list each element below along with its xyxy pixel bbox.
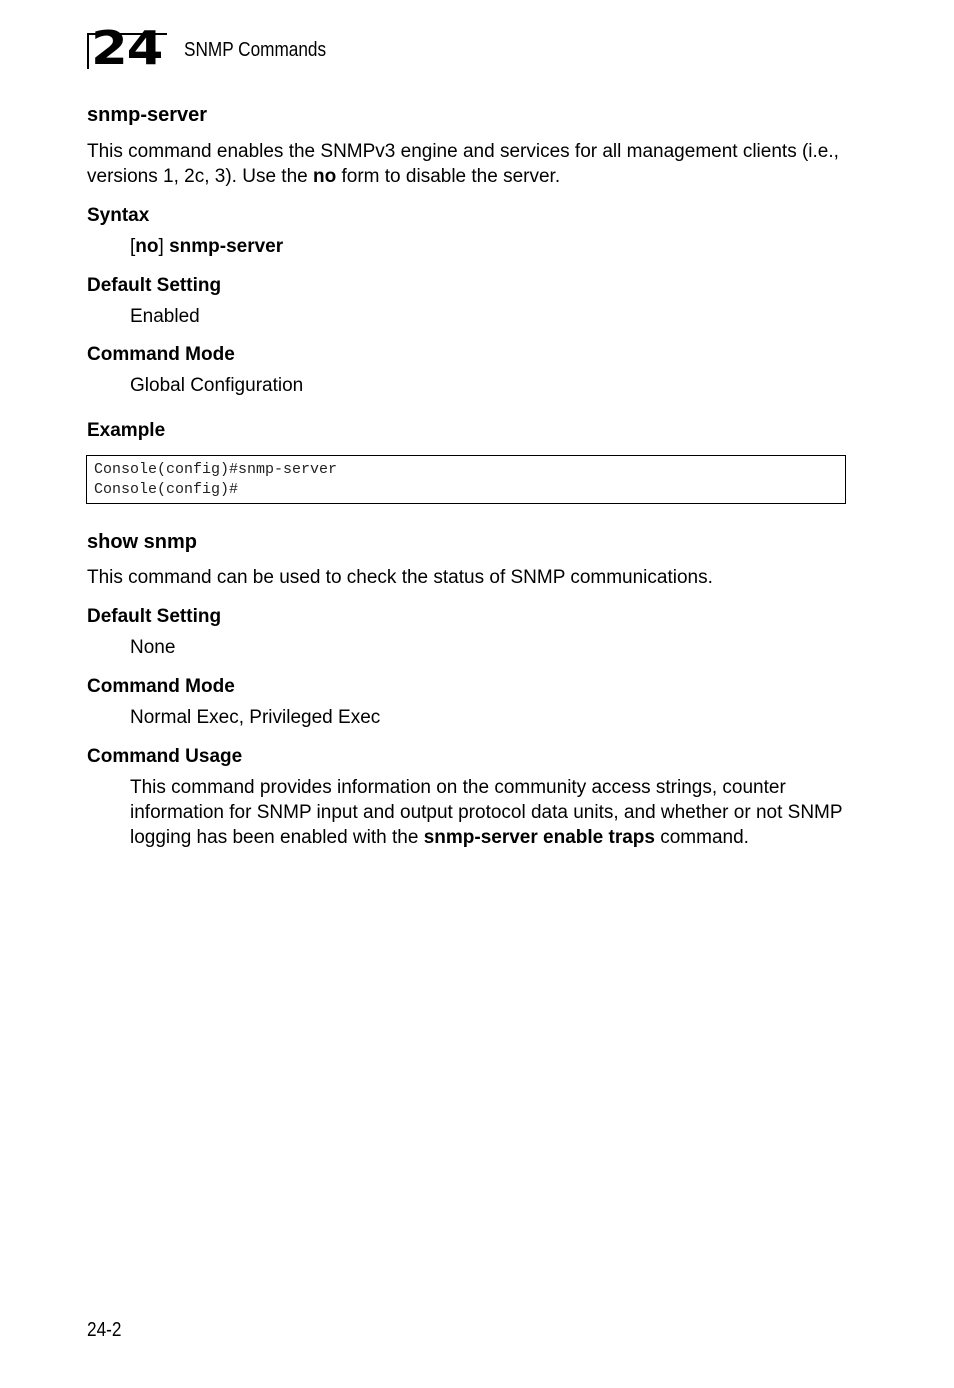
command-title-show-snmp: show snmp <box>87 531 198 553</box>
code-line: Console(config)#snmp-server <box>94 461 338 478</box>
syntax-heading: Syntax <box>87 205 150 226</box>
chapter-title: SNMP Commands <box>184 39 327 61</box>
description-bold-keyword: no <box>313 166 337 187</box>
syntax-no-keyword: no <box>135 236 159 257</box>
usage-bold-command: snmp-server enable traps <box>423 827 655 848</box>
command-usage-text <box>130 775 850 850</box>
example-code-block <box>86 455 846 504</box>
command-usage-heading: Command Usage <box>87 746 243 767</box>
command-mode-value: Normal Exec, Privileged Exec <box>130 707 381 728</box>
default-setting-value: None <box>130 637 176 658</box>
command-mode-value: Global Configuration <box>130 375 304 396</box>
usage-text-end: command. <box>654 827 749 848</box>
example-heading: Example <box>87 420 166 441</box>
syntax-line <box>130 234 850 259</box>
default-setting-heading: Default Setting <box>87 606 222 627</box>
page-number: 24-2 <box>87 1319 122 1341</box>
command-description <box>87 139 847 189</box>
description-text-end: form to disable the server. <box>336 166 561 187</box>
code-line: Console(config)# <box>94 481 239 498</box>
default-setting-heading: Default Setting <box>87 275 222 296</box>
description-text: This command enables the SNMPv3 engine and services for all management clients (i.e., versions 1, 2c, 3). Use the <box>87 141 839 187</box>
command-title-snmp-server: snmp-server <box>87 104 208 126</box>
command-description: This command can be used to check the status of SNMP communications. <box>87 567 713 588</box>
syntax-bracket-close: ] <box>158 236 170 257</box>
command-mode-heading: Command Mode <box>87 344 235 365</box>
default-setting-value: Enabled <box>130 306 200 327</box>
command-mode-heading: Command Mode <box>87 676 235 697</box>
usage-text: This command provides information on the community access strings, counter information for SNMP input and output protocol data units, and whether or not SNMP logging has been enabled with the <box>130 777 843 848</box>
syntax-bracket-open: [ <box>130 236 136 257</box>
syntax-command: snmp-server <box>169 236 284 257</box>
chapter-number: 24 <box>91 21 163 75</box>
